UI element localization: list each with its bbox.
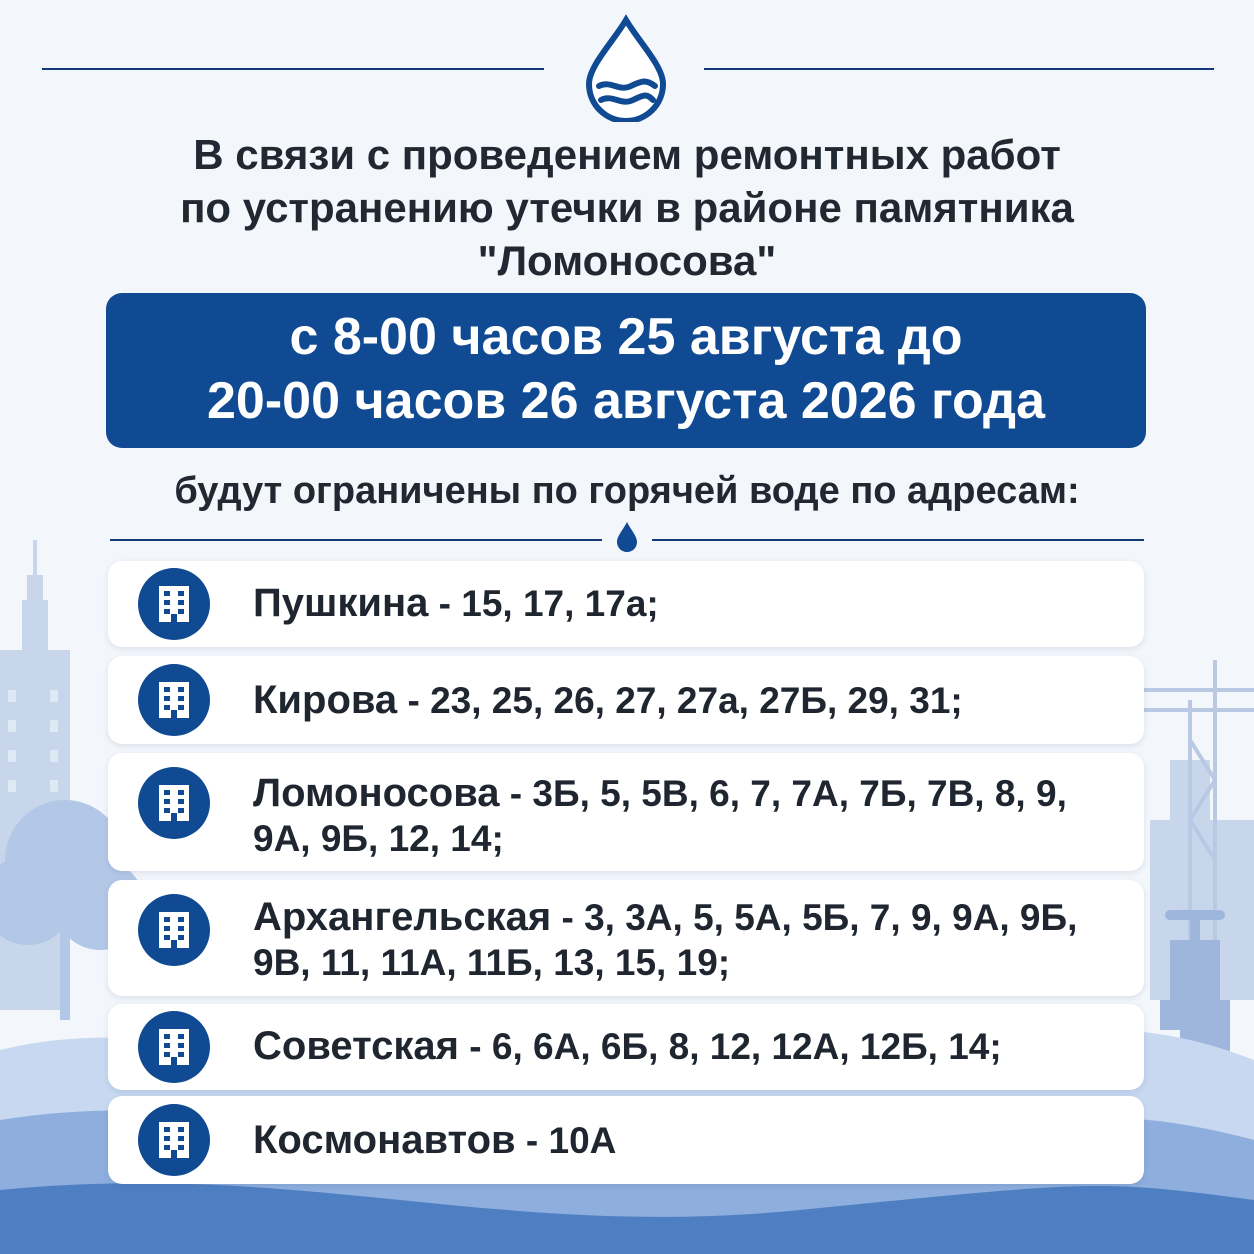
heading-line-2: по устранению утечки в районе памятника	[180, 184, 1074, 231]
heading-line-1: В связи с проведением ремонтных работ	[193, 131, 1061, 178]
address-card-lomonosova	[108, 753, 1144, 871]
address-card-kirova	[108, 656, 1144, 744]
notice-heading	[0, 128, 1254, 287]
divider-left	[110, 539, 602, 541]
building-icon	[138, 1104, 210, 1176]
top-rule-right	[704, 68, 1214, 70]
subheading: будут ограничены по горячей воде по адресам:	[174, 470, 1080, 512]
house-numbers: - 3Б, 5, 5В, 6, 7, 7А, 7Б, 7В, 8, 9, 9А, 9Б, 12, 14;	[253, 773, 1067, 859]
top-rule-left	[42, 68, 544, 70]
period-banner	[106, 293, 1146, 448]
heading-line-3: "Ломоносова"	[477, 237, 777, 284]
building-icon	[138, 894, 210, 966]
street-name: Космонавтов	[253, 1118, 516, 1162]
house-numbers: - 23, 25, 26, 27, 27а, 27Б, 29, 31;	[397, 680, 963, 721]
house-numbers: - 6, 6А, 6Б, 8, 12, 12А, 12Б, 14;	[459, 1026, 1002, 1067]
street-name: Архангельская	[253, 895, 552, 939]
address-text	[253, 771, 1126, 861]
address-text	[253, 678, 1126, 723]
building-icon	[138, 664, 210, 736]
period-line-2: 20-00 часов 26 августа 2026 года	[207, 372, 1045, 430]
house-numbers: - 3, 3А, 5, 5А, 5Б, 7, 9, 9А, 9Б, 9В, 11, 11А, 11Б, 13, 15, 19;	[253, 897, 1078, 983]
address-card-kosmonavtov	[108, 1096, 1144, 1184]
street-name: Ломоносова	[253, 771, 500, 815]
water-drop-icon	[615, 520, 639, 552]
period-line-1: с 8-00 часов 25 августа до	[289, 308, 963, 366]
building-icon	[138, 568, 210, 640]
address-text	[253, 581, 1126, 626]
building-icon	[138, 767, 210, 839]
address-text	[253, 1024, 1126, 1069]
building-icon	[138, 1011, 210, 1083]
address-text	[253, 895, 1126, 985]
water-drop-icon	[583, 14, 669, 122]
address-text	[253, 1118, 1126, 1163]
house-numbers: - 15, 17, 17а;	[428, 583, 659, 624]
divider-right	[652, 539, 1144, 541]
street-name: Пушкина	[253, 581, 429, 625]
address-card-sovetskaya	[108, 1004, 1144, 1090]
street-name: Кирова	[253, 678, 398, 722]
address-card-pushkina	[108, 561, 1144, 647]
house-numbers: - 10А	[515, 1120, 617, 1161]
address-card-arkhangelskaya	[108, 880, 1144, 996]
street-name: Советская	[253, 1024, 460, 1068]
